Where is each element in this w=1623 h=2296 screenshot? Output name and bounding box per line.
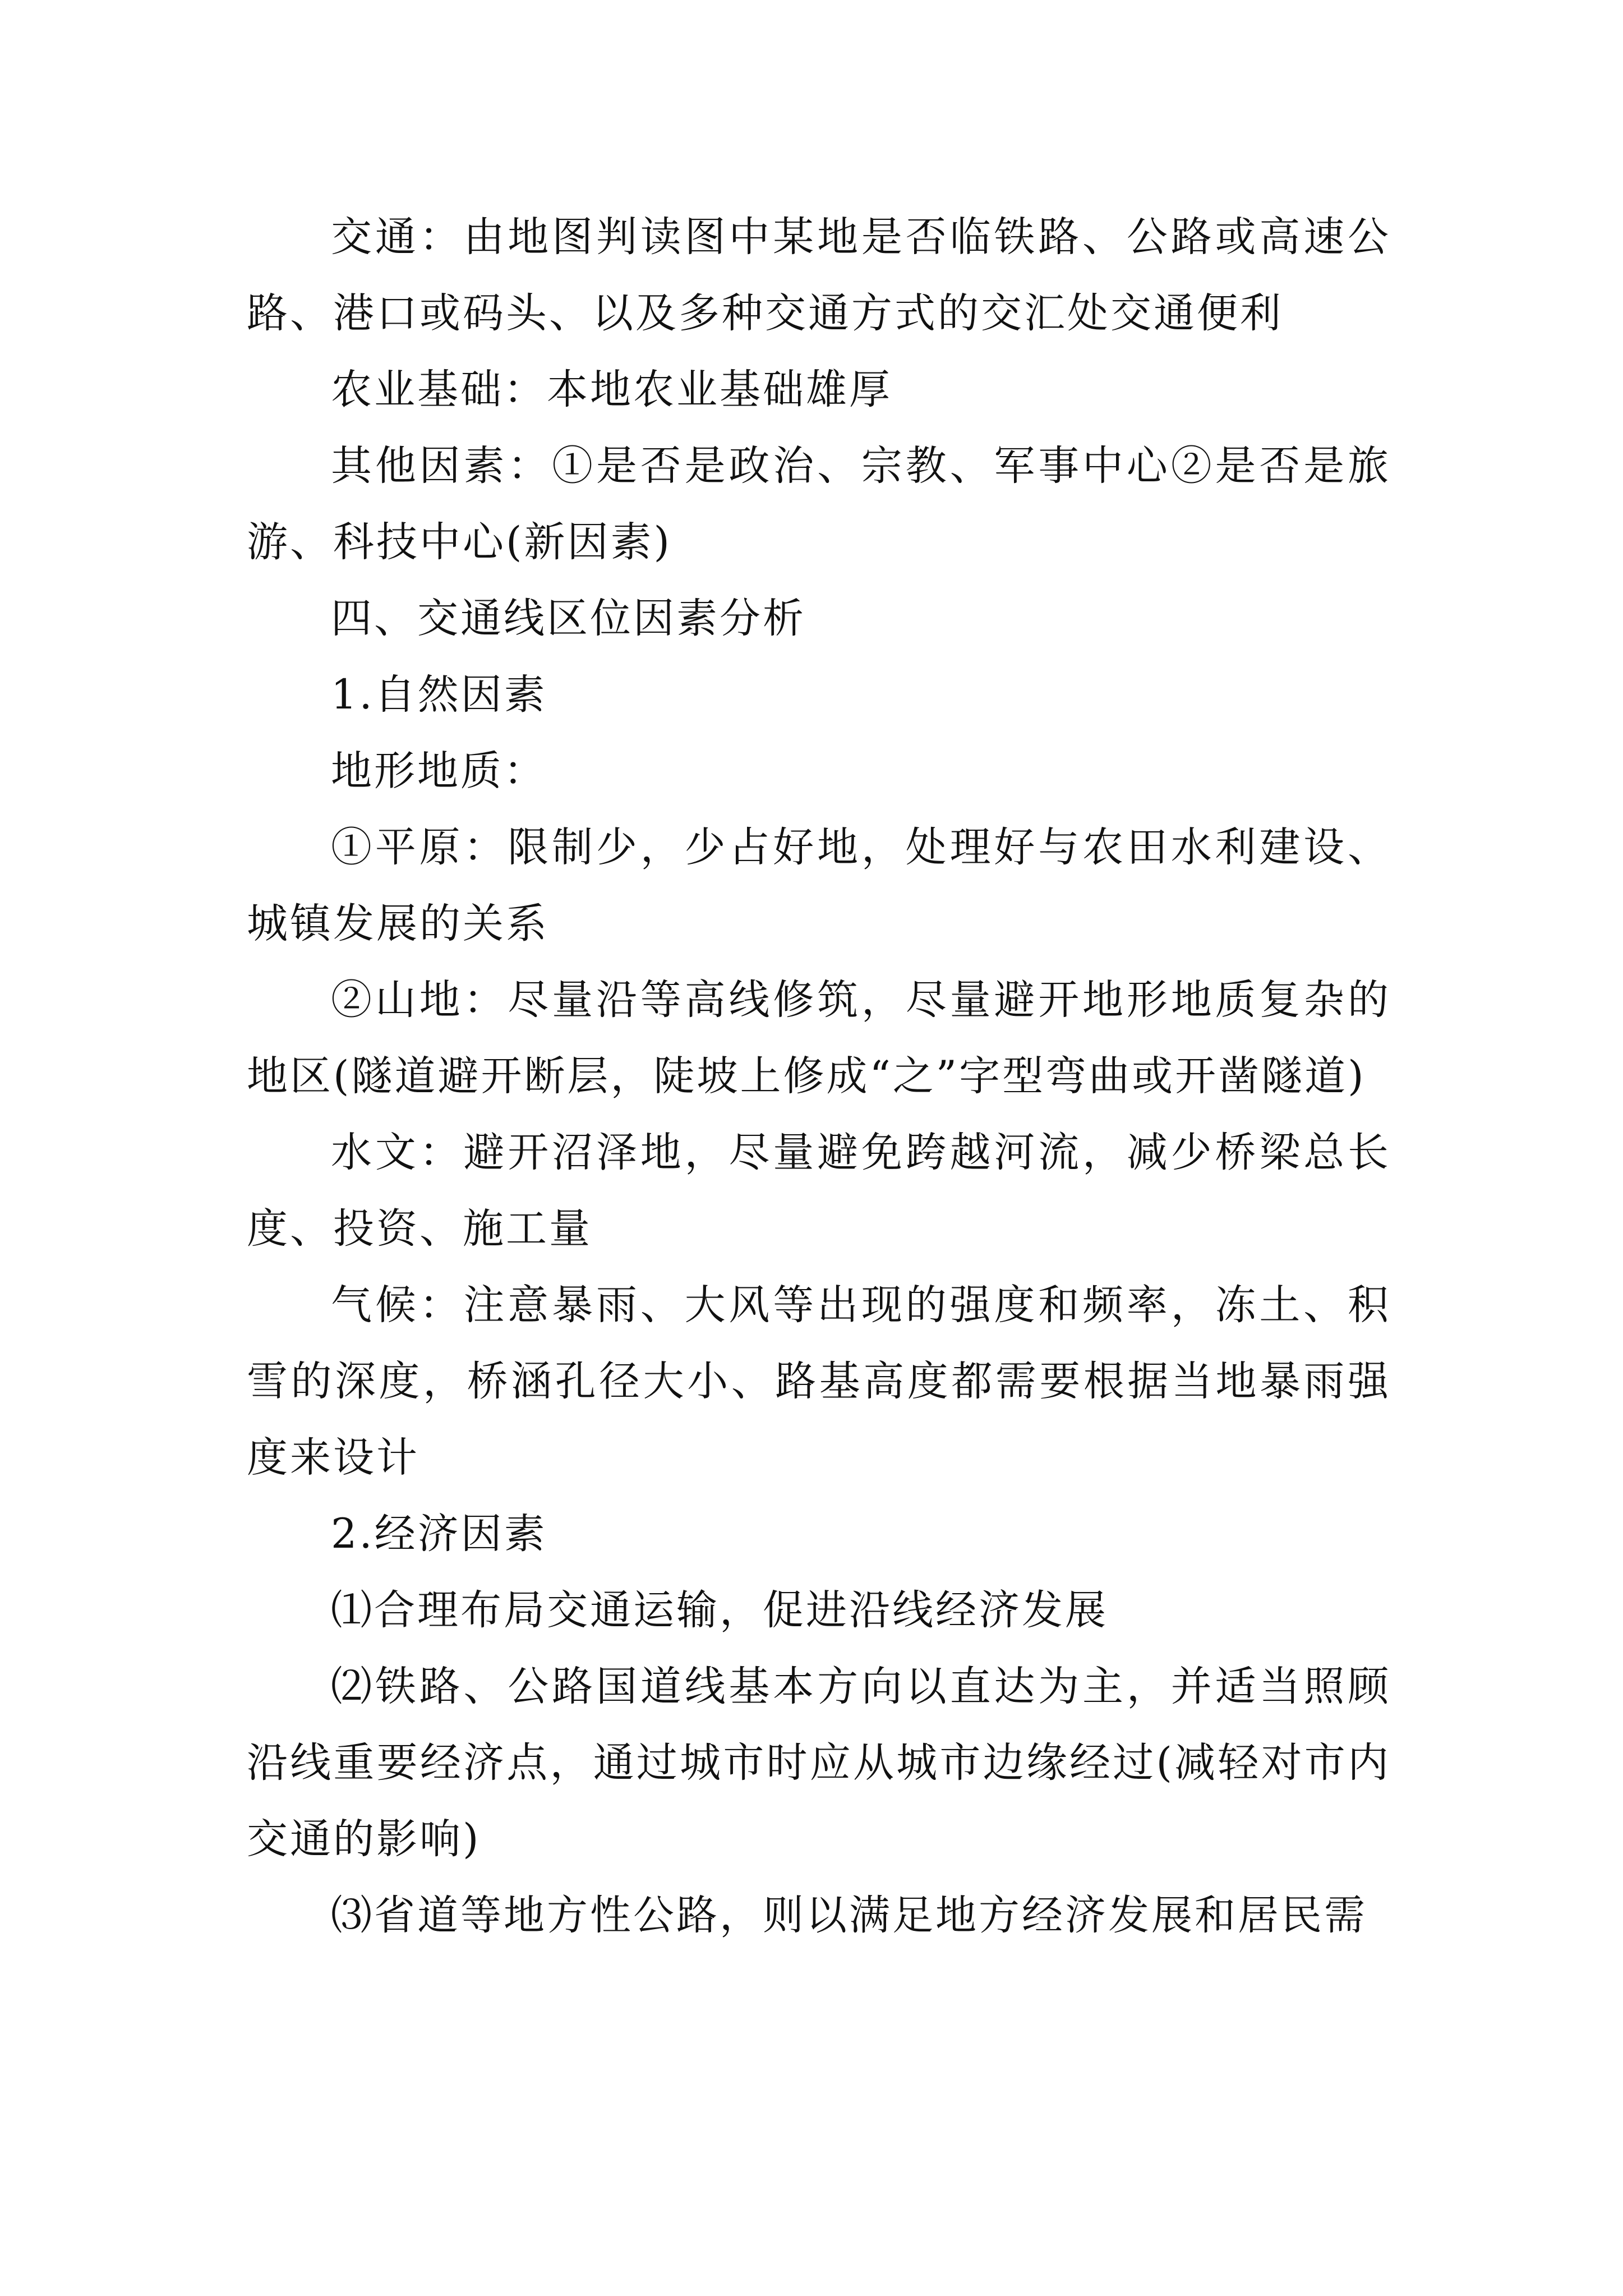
section-heading-4: 四、交通线区位因素分析 bbox=[331, 595, 806, 642]
list-item-1: ⑴合理布局交通运输，促进沿线经济发展 bbox=[331, 1586, 1108, 1634]
paragraph-transport: 交通：由地图判读图中某地是否临铁路、公路或高速公路、港口或码头、以及多种交通方式的交汇处交通便利 bbox=[247, 213, 1391, 337]
paragraph-hydrology: 水文：避开沼泽地，尽量避免跨越河流，减少桥梁总长度、投资、施工量 bbox=[247, 1129, 1391, 1253]
paragraph-mountain: ②山地：尽量沿等高线修筑，尽量避开地形地质复杂的地区(隧道避开断层，陡坡上修成“之”字型弯曲或开凿隧道) bbox=[247, 976, 1391, 1100]
subheading-economic-factors: 2.经济因素 bbox=[331, 1510, 547, 1558]
paragraph-agriculture: 农业基础：本地农业基础雄厚 bbox=[331, 366, 892, 413]
subheading-natural-factors: 1.自然因素 bbox=[331, 671, 547, 719]
list-item-2: ⑵铁路、公路国道线基本方向以直达为主，并适当照顾沿线重要经济点，通过城市时应从城市边缘经过(减轻对市内交通的影响) bbox=[247, 1663, 1391, 1863]
list-item-3: ⑶省道等地方性公路，则以满足地方经济发展和居民需 bbox=[331, 1892, 1367, 1939]
paragraph-climate: 气候：注意暴雨、大风等出现的强度和频率，冻土、积雪的深度，桥涵孔径大小、路基高度都需要根据当地暴雨强度来设计 bbox=[247, 1281, 1391, 1481]
document-body bbox=[247, 199, 1391, 1954]
paragraph-terrain-label: 地形地质： bbox=[331, 747, 547, 795]
paragraph-other-factors: 其他因素：①是否是政治、宗教、军事中心②是否是旅游、科技中心(新因素) bbox=[247, 442, 1391, 566]
paragraph-plain: ①平原：限制少，少占好地，处理好与农田水利建设、城镇发展的关系 bbox=[247, 823, 1391, 947]
